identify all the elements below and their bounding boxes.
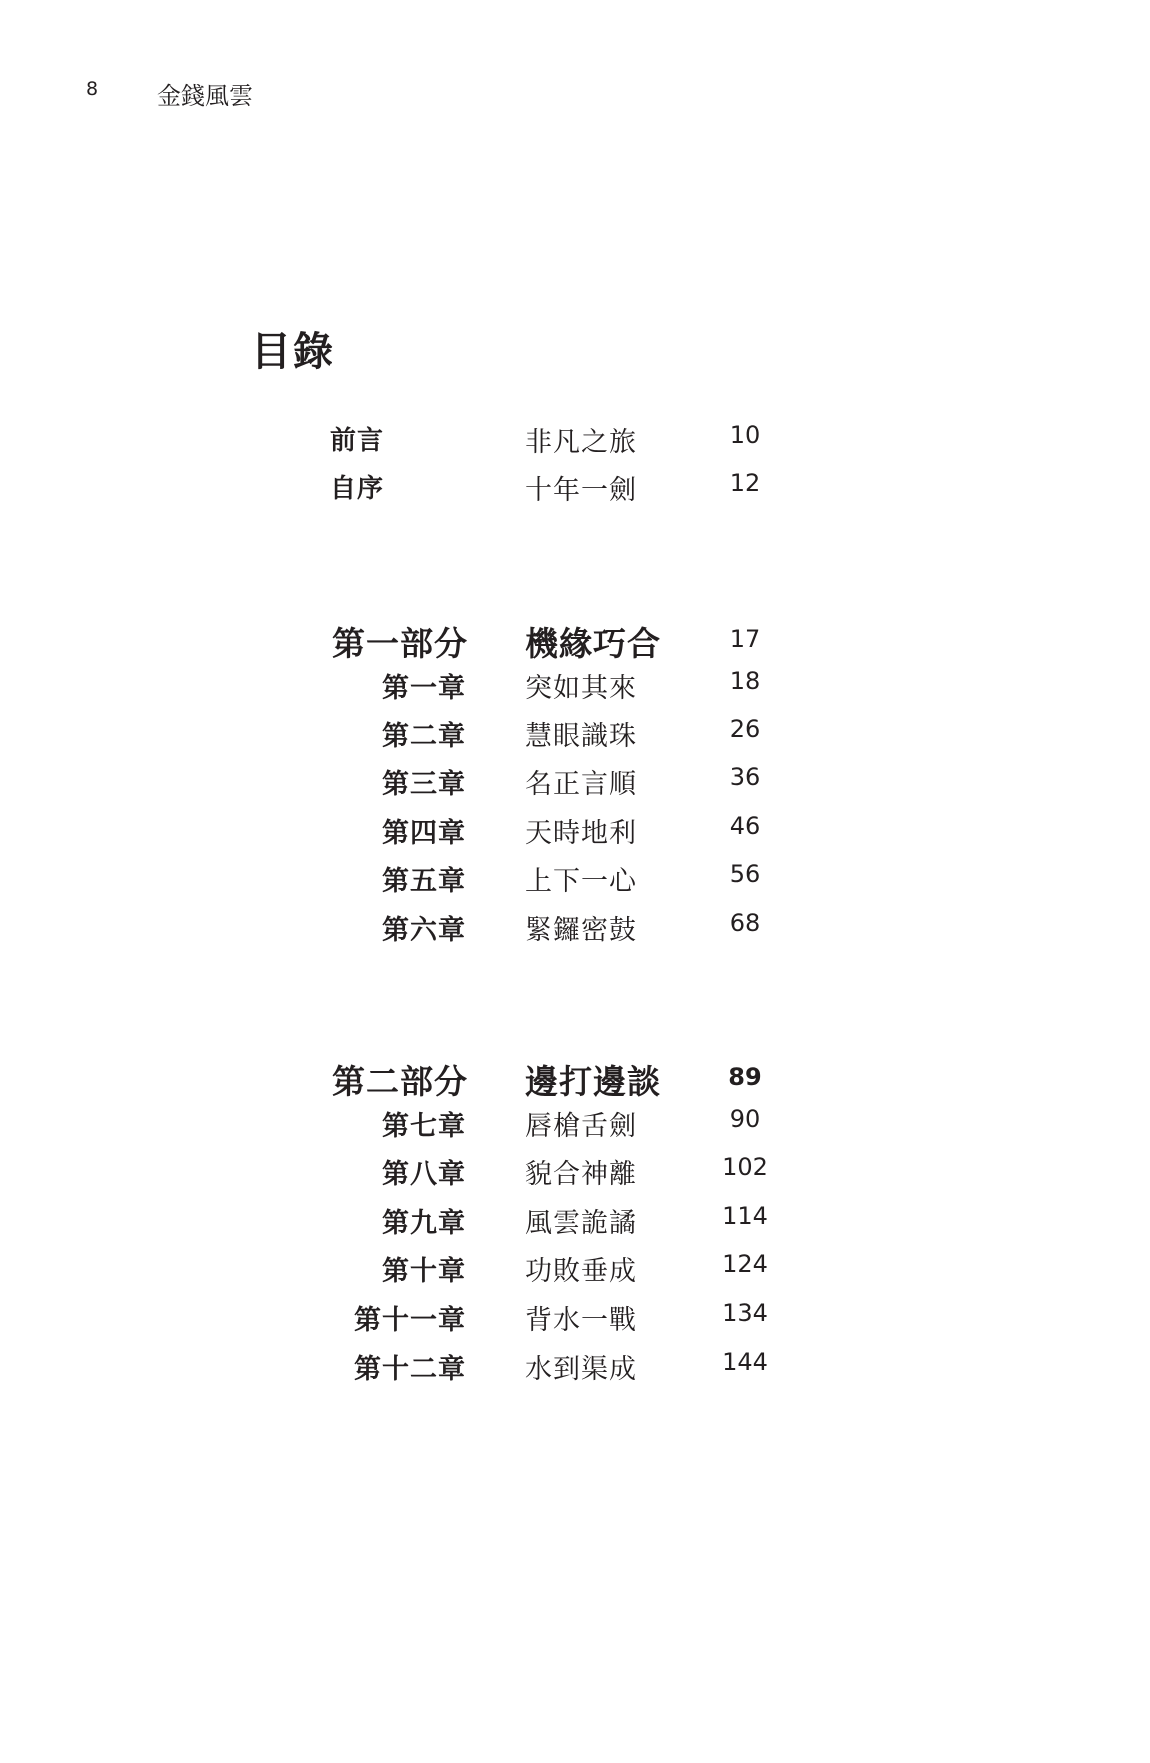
- chapter-title: 慧眼識珠: [525, 721, 637, 752]
- chapter-page: 68: [729, 909, 761, 937]
- toc-entry-author-preface[interactable]: [0, 468, 1150, 514]
- chapter-label: 第十二章: [354, 1354, 466, 1385]
- toc-title: 目錄: [251, 328, 335, 375]
- chapter-label: 第十一章: [354, 1305, 466, 1336]
- toc-chapter-entry[interactable]: [0, 859, 1150, 905]
- toc-chapter-entry[interactable]: [0, 1104, 1150, 1150]
- part-title: 邊打邊談: [525, 1062, 661, 1101]
- running-head: [0, 76, 1150, 110]
- chapter-page: 102: [722, 1153, 768, 1181]
- chapter-label: 第七章: [382, 1111, 466, 1142]
- entry-page: 10: [729, 421, 761, 449]
- part-page: 17: [729, 625, 761, 653]
- chapter-label: 第二章: [382, 721, 466, 752]
- chapter-title: 緊鑼密鼓: [525, 915, 637, 946]
- chapter-label: 第四章: [382, 818, 466, 849]
- toc-part-heading[interactable]: [0, 1056, 1150, 1102]
- chapter-page: 90: [729, 1105, 761, 1133]
- page-number: 8: [86, 78, 99, 100]
- chapter-label: 第八章: [382, 1159, 466, 1190]
- toc-chapter-entry[interactable]: [0, 1152, 1150, 1198]
- part-page: 89: [728, 1063, 762, 1091]
- chapter-page: 134: [722, 1299, 768, 1327]
- chapter-title: 風雲詭譎: [525, 1208, 637, 1239]
- chapter-title: 天時地利: [525, 818, 637, 849]
- entry-page: 12: [729, 469, 761, 497]
- chapter-title: 貌合神離: [525, 1159, 637, 1190]
- entry-label: 自序: [330, 474, 385, 504]
- entry-title: 非凡之旅: [525, 427, 637, 458]
- chapter-page: 18: [729, 667, 761, 695]
- chapter-title: 水到渠成: [525, 1354, 637, 1385]
- part-title: 機緣巧合: [525, 624, 661, 663]
- part-label: 第一部分: [332, 624, 468, 663]
- chapter-label: 第九章: [382, 1208, 466, 1239]
- toc-chapter-entry[interactable]: [0, 762, 1150, 808]
- chapter-label: 第十章: [382, 1256, 466, 1287]
- chapter-title: 功敗垂成: [525, 1256, 637, 1287]
- chapter-title: 突如其來: [525, 673, 637, 704]
- toc-chapter-entry[interactable]: [0, 1298, 1150, 1344]
- entry-title: 十年一劍: [525, 475, 637, 506]
- chapter-title: 背水一戰: [525, 1305, 637, 1336]
- toc-chapter-entry[interactable]: [0, 666, 1150, 712]
- toc-chapter-entry[interactable]: [0, 1347, 1150, 1393]
- chapter-page: 56: [729, 860, 761, 888]
- entry-label: 前言: [330, 426, 385, 456]
- chapter-title: 名正言順: [525, 769, 637, 800]
- toc-chapter-entry[interactable]: [0, 1201, 1150, 1247]
- chapter-label: 第六章: [382, 915, 466, 946]
- chapter-title: 上下一心: [525, 866, 637, 897]
- chapter-title: 唇槍舌劍: [525, 1111, 637, 1142]
- toc-part-heading[interactable]: [0, 618, 1150, 664]
- chapter-label: 第五章: [382, 866, 466, 897]
- toc-chapter-entry[interactable]: [0, 811, 1150, 857]
- toc-chapter-entry[interactable]: [0, 908, 1150, 954]
- toc-entry-preface[interactable]: [0, 420, 1150, 466]
- chapter-page: 26: [729, 715, 761, 743]
- book-title: 金錢風雲: [157, 82, 253, 110]
- chapter-page: 36: [729, 763, 761, 791]
- toc-chapter-entry[interactable]: [0, 1249, 1150, 1295]
- chapter-page: 144: [722, 1348, 768, 1376]
- chapter-label: 第三章: [382, 769, 466, 800]
- chapter-page: 46: [729, 812, 761, 840]
- chapter-page: 114: [722, 1202, 768, 1230]
- toc-chapter-entry[interactable]: [0, 714, 1150, 760]
- part-label: 第二部分: [332, 1062, 468, 1101]
- chapter-page: 124: [722, 1250, 768, 1278]
- chapter-label: 第一章: [382, 673, 466, 704]
